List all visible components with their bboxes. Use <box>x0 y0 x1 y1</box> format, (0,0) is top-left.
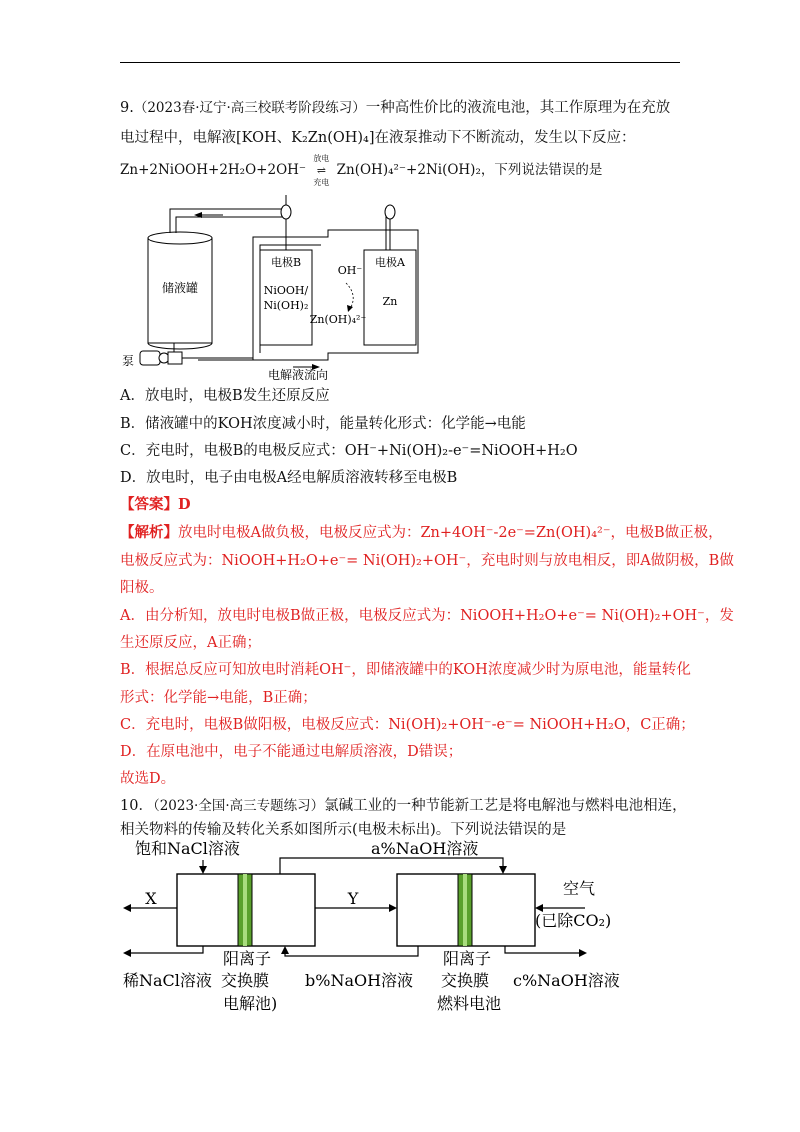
x-label: X <box>145 889 157 908</box>
q9-option-a: A．放电时，电极B发生还原反应 <box>120 388 330 404</box>
analysis-line-3: 阳极。 <box>120 580 164 596</box>
x-arrow-head <box>123 904 131 912</box>
c-naoh-arrow <box>579 949 587 957</box>
answer-line <box>120 495 191 515</box>
zincate-label: Zn(OH)₄²⁻ <box>309 313 367 326</box>
analysis-tag: 【解析】 <box>120 524 178 541</box>
analysis-line-9: D．在原电池中，电子不能通过电解质溶液，D错误； <box>120 744 463 760</box>
b-naoh-line <box>285 946 418 956</box>
dilute-nacl-arrow <box>123 949 131 957</box>
membrane-1-label-b: 交换膜 <box>221 971 270 990</box>
a-naoh-arrow <box>499 866 507 874</box>
membrane-1-label-a: 阳离子 <box>223 949 272 968</box>
tank-label: 储液罐 <box>161 281 199 295</box>
q9-number: 9. <box>120 100 134 116</box>
equilibrium-arrow: 放电 ⇌ 充电 <box>310 160 332 181</box>
header-rule <box>120 62 680 63</box>
q9-stem-line1: 一种高性价比的液流电池，其工作原理为在充放 <box>365 100 671 116</box>
eq-arrow-top: 放电 <box>313 154 330 163</box>
analysis-line-7: 形式：化学能→电能，B正确； <box>120 690 317 706</box>
ion-arrow-head <box>347 305 353 312</box>
q9-line1 <box>120 98 670 118</box>
c-naoh-label: c%NaOH溶液 <box>513 971 620 990</box>
flow-battery-diagram <box>118 195 438 380</box>
answer-tag: 【答案】 <box>120 496 178 513</box>
q9-eq-right: Zn(OH)₄²⁻+2Ni(OH)₂，下列说法错误的是 <box>336 162 603 178</box>
pump-label: 泵 <box>121 354 135 368</box>
y-arrow-head <box>389 904 397 912</box>
analysis-line-10: 故选D。 <box>120 771 176 787</box>
q10-line1 <box>120 796 687 816</box>
q10-stem-line1: 氯碱工业的一种节能新工艺是将电解池与燃料电池相连， <box>324 798 687 814</box>
q9-option-b: B．储液罐中的KOH浓度减小时，能量转化形式：化学能→电能 <box>120 416 526 432</box>
q9-option-d: D．放电时，电子由电极A经电解质溶液转移至电极B <box>120 470 458 486</box>
q10-number: 10． <box>120 798 153 814</box>
analysis-line-5: 生还原反应，A正确； <box>120 635 261 651</box>
analysis-line-8: C．充电时，电极B做阳极，电极反应式：Ni(OH)₂+OH⁻-e⁻= NiOOH+H₂O，C正确； <box>120 717 695 733</box>
b-naoh-label: b%NaOH溶液 <box>305 971 414 990</box>
air-note: (已除CO₂) <box>535 911 612 930</box>
q9-option-c: C．充电时，电极B的电极反应式：OH⁻+Ni(OH)₂-e⁻=NiOOH+H₂O <box>120 443 578 459</box>
b-naoh-arrow <box>281 946 289 954</box>
q9-eq-left: Zn+2NiOOH+2H₂O+2OH⁻ <box>120 162 307 178</box>
air-label: 空气 <box>563 879 596 898</box>
electrode-b-material-1: NiOOH/ <box>263 284 309 297</box>
hydroxide-label: OH⁻ <box>337 264 363 277</box>
a-naoh-label: a%NaOH溶液 <box>371 840 479 858</box>
eq-arrow-bottom: 充电 <box>313 178 330 187</box>
analysis-line-6: B．根据总反应可知放电时消耗OH⁻，即储液罐中的KOH浓度减少时为原电池，能量转化 <box>120 662 691 678</box>
dilute-nacl-label: 稀NaCl溶液 <box>123 971 212 990</box>
electrode-a-label: 电极A <box>375 256 405 269</box>
pump <box>140 343 253 365</box>
membrane-2-highlight <box>463 874 467 946</box>
q10-source: （2023·全国·高三专题练习） <box>152 798 325 814</box>
chlor-alkali-diagram <box>115 840 645 1015</box>
answer-value: D <box>178 496 191 513</box>
electrode-b-material-2: Ni(OH)₂ <box>263 299 309 312</box>
a-naoh-line <box>280 858 503 874</box>
analysis-line-2: 电极反应式为：NiOOH+H₂O+e⁻= Ni(OH)₂+OH⁻，充电时则与放电相反，即A做阴极，B做 <box>120 553 734 569</box>
q9-stem-line2: 电过程中，电解液[KOH、K₂Zn(OH)₄]在液泵推动下不断流动，发生以下反应： <box>120 130 636 146</box>
electrolyzer-label: 电解池) <box>223 994 278 1013</box>
membrane-1-highlight <box>243 874 247 946</box>
analysis-text-1: 放电时电极A做负极，电极反应式为：Zn+4OH⁻-2e⁻=Zn(OH)₄²⁻，电极B做正极， <box>178 525 723 541</box>
analysis-line-4: A．由分析知，放电时电极B做正极，电极反应式为：NiOOH+H₂O+e⁻= Ni(OH)₂+OH⁻，发 <box>120 608 734 624</box>
y-label: Y <box>347 889 359 908</box>
q9-equation <box>120 154 603 187</box>
analysis-line-1 <box>120 523 723 543</box>
q9-source: （2023春·辽宁·高三校联考阶段练习） <box>133 100 366 116</box>
saturated-nacl-label: 饱和NaCl溶液 <box>135 840 240 858</box>
fuel-cell-label: 燃料电池 <box>437 994 502 1013</box>
membrane-2-label-a: 阳离子 <box>443 949 492 968</box>
nacl-inlet-arrow <box>199 866 207 874</box>
flow-direction-label: 电解液流向 <box>267 368 329 380</box>
electrode-b-meter <box>281 205 291 250</box>
membrane-2-label-b: 交换膜 <box>441 971 490 990</box>
electrode-a-material: Zn <box>382 295 398 308</box>
q10-stem-line2: 相关物料的传输及转化关系如图所示(电极未标出)。下列说法错误的是 <box>120 822 567 838</box>
c-naoh-line <box>505 946 581 953</box>
dilute-nacl-line <box>129 946 203 953</box>
electrode-b-label: 电极B <box>270 256 302 269</box>
